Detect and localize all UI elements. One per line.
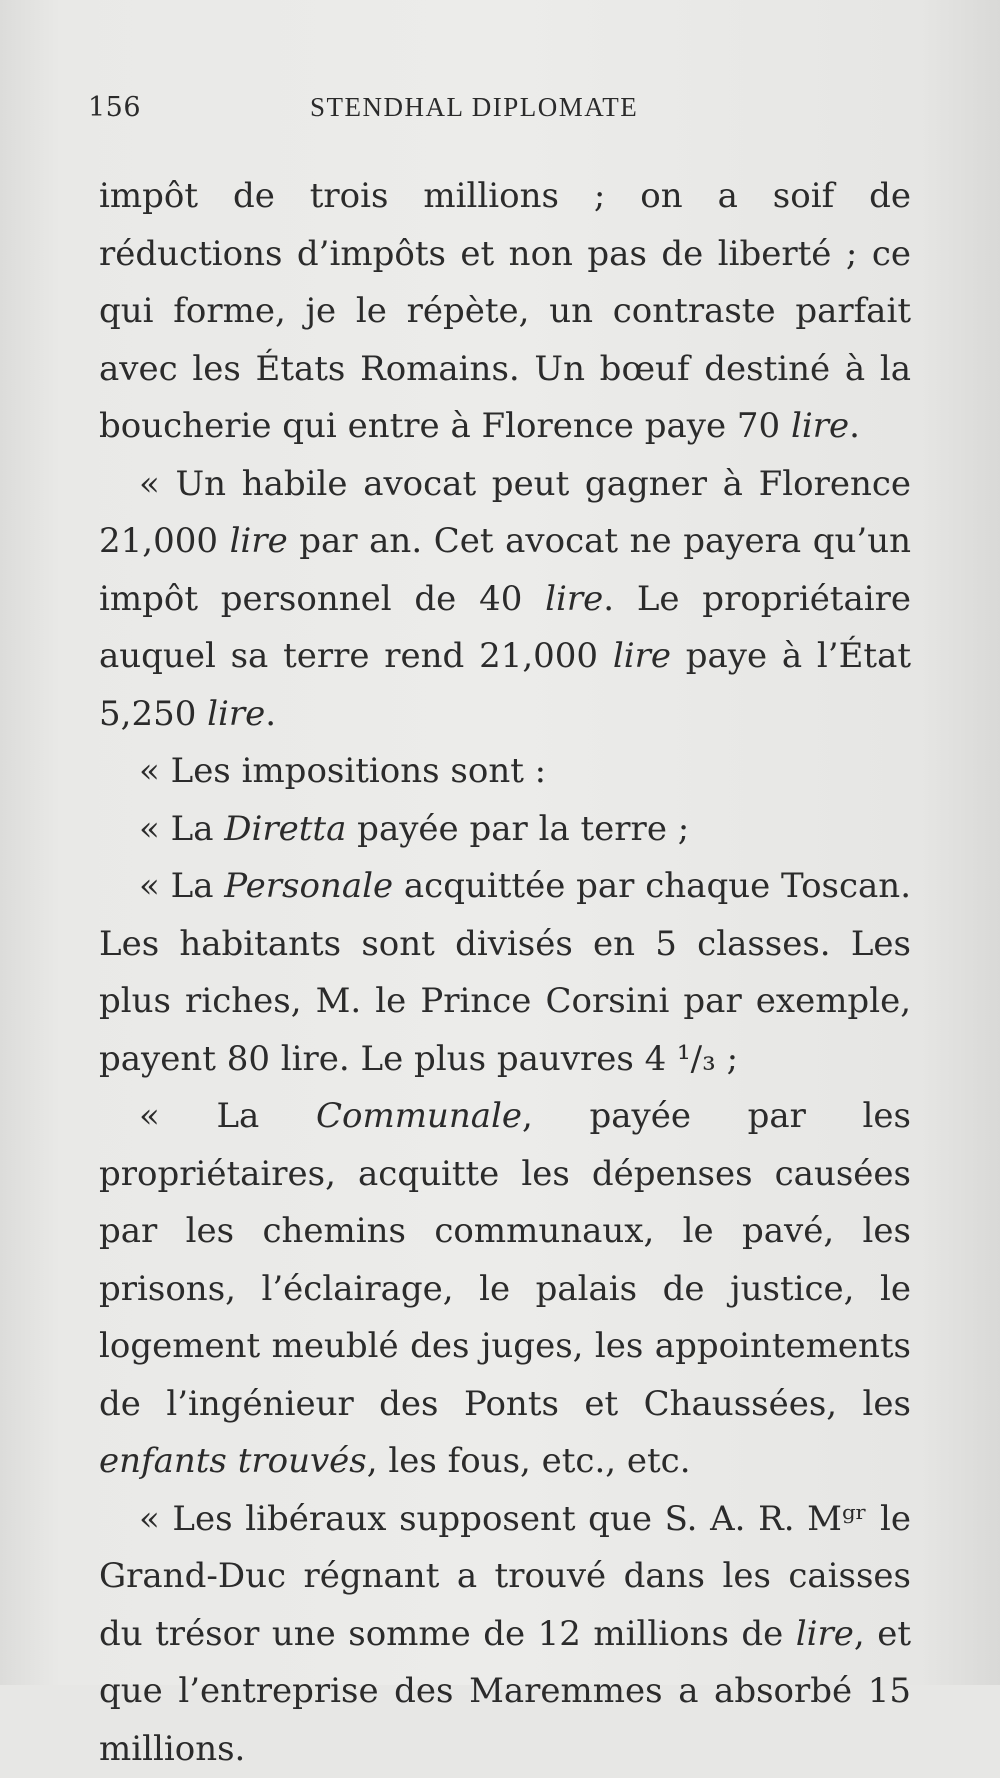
text-run: . Le propriétaire auquel sa terre rend 21,000 xyxy=(99,579,911,677)
text-run: . xyxy=(849,406,860,446)
italic-text: Personale xyxy=(224,866,393,906)
italic-text: lire xyxy=(791,406,849,446)
text-run: paye à l’État 5,250 xyxy=(99,636,911,734)
paragraph xyxy=(99,801,911,859)
text-run: payée par la terre ; xyxy=(346,809,689,849)
text-run: acquittée par chaque Toscan. Les habitants sont divisés en 5 classes. Les plus riches, M. le Prince Corsini par exemple, payent 80 lire. Le plus pauvres 4 ¹/₃ ; xyxy=(99,866,911,1079)
text-run: « Les libéraux supposent que S. A. R. Mᵍʳ le Grand-Duc régnant a trouvé dans les caisses du trésor une somme de 12 millions de xyxy=(99,1499,911,1654)
text-run: « Les impositions sont : xyxy=(139,751,546,791)
paragraph xyxy=(99,168,911,456)
body-text xyxy=(99,168,911,1778)
italic-text: lire xyxy=(545,579,603,619)
italic-text: enfants trouvés xyxy=(99,1441,367,1481)
running-head xyxy=(88,92,934,132)
text-run: par an. Cet avocat ne payera qu’un impôt personnel de 40 xyxy=(99,521,911,619)
text-run: , payée par les propriétaires, acquitte les dépenses causées par les chemins communaux, le pavé, les prisons, l’éclairage, le palais de justice, le logement meublé des juges, les appointements de l’ingénieur des Ponts et Chaussées, les xyxy=(99,1096,911,1424)
text-run: « La xyxy=(139,1096,316,1136)
text-run: . xyxy=(265,694,276,734)
italic-text: Diretta xyxy=(224,809,346,849)
paragraph xyxy=(99,1088,911,1491)
paragraph xyxy=(99,858,911,1088)
text-run: « La xyxy=(139,866,224,906)
running-title: STENDHAL DIPLOMATE xyxy=(310,92,638,123)
italic-text: Communale xyxy=(316,1096,522,1136)
text-run: , et que l’entreprise des Maremmes a absorbé 15 millions. xyxy=(99,1614,911,1769)
paragraph xyxy=(99,743,911,801)
text-run: « La xyxy=(139,809,224,849)
text-run: , les fous, etc., etc. xyxy=(367,1441,691,1481)
italic-text: lire xyxy=(207,694,265,734)
paragraph xyxy=(99,456,911,744)
italic-text: lire xyxy=(796,1614,854,1654)
text-run: impôt de trois millions ; on a soif de réductions d’impôts et non pas de liberté ; ce qui forme, je le répète, un contraste parfait avec les États Romains. Un bœuf destiné à la boucherie qui entre à Florence paye 70 xyxy=(99,176,911,446)
italic-text: lire xyxy=(613,636,671,676)
page-number: 156 xyxy=(88,92,141,123)
text-run: « Un habile avocat peut gagner à Florence 21,000 xyxy=(99,464,911,562)
italic-text: lire xyxy=(230,521,288,561)
paragraph xyxy=(99,1491,911,1778)
